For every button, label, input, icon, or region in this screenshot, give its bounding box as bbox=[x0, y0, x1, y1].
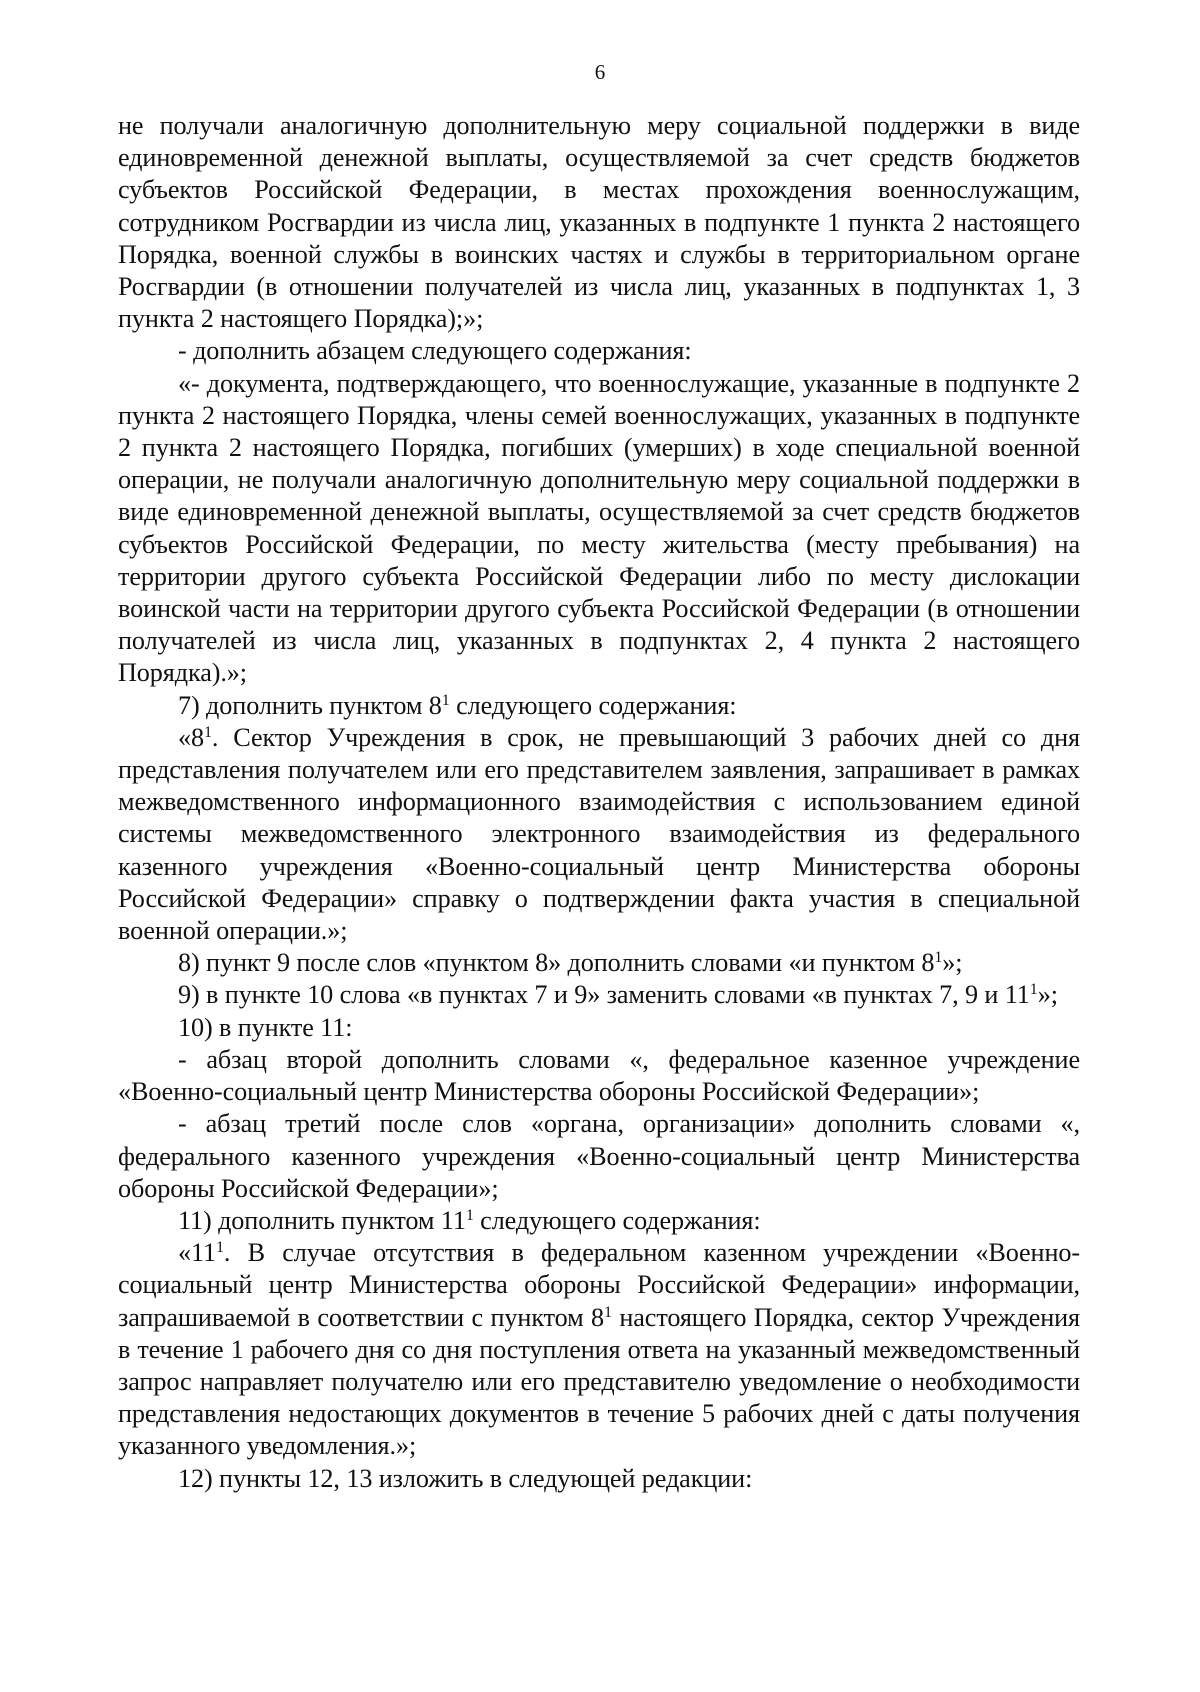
paragraph-p2 bbox=[118, 335, 1080, 367]
paragraph-text: 7) дополнить пунктом 8 bbox=[178, 690, 442, 720]
paragraph-text: не получали аналогичную дополнительную меру социальной поддержки в виде единовременной денежной выплаты, осуществляемой за счет средств бюджетов субъектов Российской Федерации, в местах прохождения военнослужащим, сотрудником Росгвардии из числа лиц, указанных в подпункте 1 пункта 2 настоящего Порядка, военной службы в воинских частях и службы в территориальном органе Росгвардии (в отношении получателей из числа лиц, указанных в подпунктах 1, 3 пункта 2 настоящего Порядка);»; bbox=[118, 111, 1080, 334]
paragraph-p5 bbox=[118, 722, 1080, 947]
paragraph-p8 bbox=[118, 1012, 1080, 1044]
paragraph-p11 bbox=[118, 1205, 1080, 1237]
superscript: 1 bbox=[204, 723, 212, 741]
paragraph-text: - абзац третий после слов «органа, организации» дополнить словами «, федерального казенного учреждения «Военно-социальный центр Министерства обороны Российской Федерации»; bbox=[118, 1109, 1080, 1203]
document-body bbox=[118, 110, 1080, 1495]
paragraph-text: »; bbox=[1037, 980, 1058, 1010]
paragraph-text: «- документа, подтверждающего, что военнослужащие, указанные в подпункте 2 пункта 2 настоящего Порядка, члены семей военнослужащих, указанных в подпункте 2 пункта 2 настоящего Порядка, погибших (умерших) в ходе специальной военной операции, не получали аналогичную дополнительную меру социальной поддержки в виде единовременной денежной выплаты, осуществляемой за счет средств бюджетов субъектов Российской Федерации, по месту жительства (месту пребывания) на территории другого субъекта Российской Федерации либо по месту дислокации воинской части на территории другого субъекта Российской Федерации (в отношении получателей из числа лиц, указанных в подпунктах 2, 4 пункта 2 настоящего Порядка).»; bbox=[118, 368, 1080, 688]
superscript: 1 bbox=[1029, 981, 1038, 999]
superscript: 1 bbox=[934, 949, 943, 967]
paragraph-text: 12) пункты 12, 13 изложить в следующей редакции: bbox=[178, 1463, 753, 1493]
paragraph-text: следующего содержания: bbox=[473, 1205, 761, 1235]
paragraph-text: настоящего Порядка, сектор Учреждения в течение 1 рабочего дня со дня поступления ответа на указанный межведомственный запрос направляет получателю или его представителю уведомление о необходимости представления недостающих документов в течение 5 рабочих дней с даты получения указанного уведомления.»; bbox=[118, 1302, 1080, 1461]
paragraph-text: - дополнить абзацем следующего содержания: bbox=[178, 336, 692, 366]
paragraph-text: 9) в пункте 10 слова «в пунктах 7 и 9» заменить словами «в пунктах 7, 9 и 11 bbox=[178, 980, 1030, 1010]
paragraph-text: . В случае отсутствия в федеральном казенном учреждении «Военно-социальный центр Министерства обороны Российской Федерации» информации, запрашиваемой в соответствии с пунктом 8 bbox=[118, 1238, 1080, 1332]
paragraph-p6 bbox=[118, 947, 1080, 979]
paragraph-text: »; bbox=[942, 948, 963, 978]
superscript: 1 bbox=[604, 1303, 612, 1321]
paragraph-text: 8) пункт 9 после слов «пунктом 8» дополнить словами «и пунктом 8 bbox=[178, 948, 935, 978]
paragraph-p12 bbox=[118, 1237, 1080, 1462]
superscript: 1 bbox=[465, 1206, 474, 1224]
paragraph-text: 10) в пункте 11: bbox=[178, 1012, 353, 1042]
paragraph-p9 bbox=[118, 1044, 1080, 1108]
page-number: 6 bbox=[594, 60, 606, 84]
paragraph-text: - абзац второй дополнить словами «, федеральное казенное учреждение «Военно-социальный центр Министерства обороны Российской Федерации»; bbox=[118, 1044, 1080, 1107]
paragraph-p13 bbox=[118, 1463, 1080, 1495]
paragraph-p1 bbox=[118, 110, 1080, 335]
paragraph-text: «8 bbox=[178, 722, 204, 752]
superscript: 1 bbox=[216, 1239, 224, 1257]
paragraph-text: «11 bbox=[178, 1238, 217, 1268]
paragraph-text: . Сектор Учреждения в срок, не превышающий 3 рабочих дней со дня представления получателем или его представителем заявления, запрашивает в рамках межведомственного информационного взаимодействия с использованием единой системы межведомственного электронного взаимодействия из федерального казенного учреждения «Военно-социальный центр Министерства обороны Российской Федерации» справку о подтверждении факта участия в специальной военной операции.»; bbox=[118, 722, 1080, 946]
paragraph-p7 bbox=[118, 979, 1080, 1011]
paragraph-text: 11) дополнить пунктом 11 bbox=[178, 1205, 466, 1235]
paragraph-p10 bbox=[118, 1108, 1080, 1205]
paragraph-p3 bbox=[118, 368, 1080, 690]
paragraph-p4 bbox=[118, 690, 1080, 722]
superscript: 1 bbox=[441, 691, 450, 709]
paragraph-text: следующего содержания: bbox=[449, 690, 737, 720]
